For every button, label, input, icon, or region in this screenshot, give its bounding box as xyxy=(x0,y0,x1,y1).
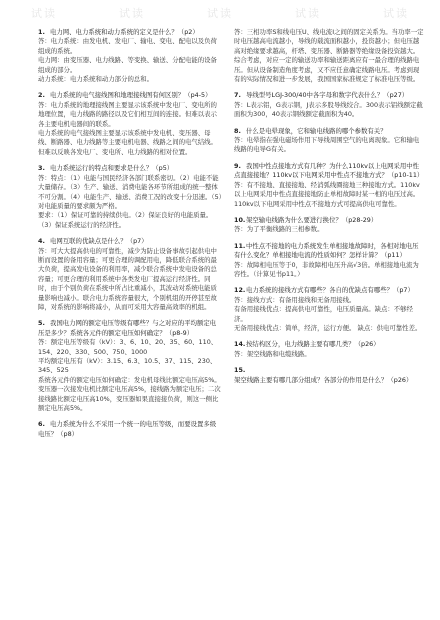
answer-paragraph: 答：特点：（1）电能与国民经济各部门联系密切。（2）电能不能大量储存。（3）生产、输送、消费电能各环节所组成的统一整体不可分割。（4）电能生产、输送、消费工况的改变十分迅速。（5）对电能质量的要求颇为严格。 xyxy=(38,173,222,210)
question-number: 5. xyxy=(38,319,45,328)
answer-paragraph: 答：架空线路和电缆线路。 xyxy=(234,349,311,358)
question-text: 电力系统的电气接线图和地理接线图有何区别？（p4-5） xyxy=(50,91,212,100)
answer-paragraph: 有备用接线优点：提高供电可靠性，电压质量高。缺点：不够经济。 xyxy=(234,305,413,323)
qa-item xyxy=(234,162,424,209)
question-line xyxy=(234,216,424,225)
question-number: 6. xyxy=(38,420,45,429)
question-line xyxy=(234,91,424,100)
answer-paragraph: 答：接线方式：有备用接线和无备用接线。 xyxy=(234,295,356,304)
qa-item xyxy=(234,340,424,359)
question-line xyxy=(38,91,222,100)
answer-paragraph: 答：有不接地、直接接地、经消弧线圈接地三种接地方式。110kv以上电网采用中性点直接接地防止单相故障时某一相的电压过高。110kv以下电网采用中性点不接地方式可提高供电可靠性。 xyxy=(234,180,420,208)
watermark-band xyxy=(0,4,440,22)
answer-paragraph: 答：L表示铝，G表示钢，J表示多股导线绞合。300表示铝线额定截面积为300，40表示钢线额定截面积为40。 xyxy=(234,100,423,119)
question-number: 7. xyxy=(234,91,241,100)
watermark-text: 试读 xyxy=(207,7,233,20)
question-number: 14. xyxy=(234,340,246,349)
question-number: 4. xyxy=(38,237,45,246)
qa-item xyxy=(234,366,424,385)
qa-item xyxy=(234,91,424,119)
question-number: 1. xyxy=(38,28,45,36)
answer-paragraph: 要求：（1）保证可靠的持续供电。（2）保证良好的电能质量。（3）保证系统运行的经济性。 xyxy=(38,211,213,229)
question-text: 按结构区分，电力线路主要有哪几类？（p26） xyxy=(246,340,380,349)
question-number: 2. xyxy=(38,91,45,100)
question-number: 8. xyxy=(234,126,241,135)
question-text: 架空输电线路为什么要进行换位？（p28-29） xyxy=(246,215,378,224)
question-text: 我国中性点接地方式有几种？为什么110kv以上电网采用中性点直接接地？110kv以下电网采用中性点不接地方式？（p10-11） xyxy=(234,161,424,180)
question-text: 什么是电晕现象，它和输电线路的哪个参数有关？ xyxy=(246,126,387,135)
question-number: 15. xyxy=(234,366,246,375)
answer-paragraph: 答：电晕指在强电磁场作用下导线周围空气的电离现象。它和输电线路的电导G有关。 xyxy=(234,136,420,154)
question-text: 导线型号LGJ-300/40中各字母和数字代表什么？（p27） xyxy=(246,91,409,100)
question-number: 12. xyxy=(234,286,246,295)
answer-paragraph: 动力系统：电力系统和动力部分的总和。 xyxy=(38,75,154,84)
question-text: 电力系统为什么不采用一个统一的电压等级，而要设置多级电压？（p8） xyxy=(38,420,217,438)
question-line xyxy=(234,286,424,295)
question-line xyxy=(234,162,424,181)
qa-item xyxy=(234,286,424,333)
qa-item xyxy=(38,237,222,312)
question-line xyxy=(38,28,222,37)
answer-paragraph: 答：额定电压等级有（kV）：3、6、10、20、35、60、110、154、220、330、500、750、1000 xyxy=(38,338,218,356)
qa-item xyxy=(234,127,424,155)
question-text: 中性点不接地的电力系统发生单相接地故障时，各相对地电压有什么变化？单相接地电流的性质如何？怎样计算？（p11） xyxy=(234,241,419,260)
answer-paragraph: 电力网：由变压器、电力线路、等变换、输送、分配电能的设备组成的部分。 xyxy=(38,56,217,74)
question-text: 我国电力网的额定电压等级有哪些？与之对应的平均额定电压是多少？系统各元件的额定电压如何确定？（p8-9） xyxy=(38,319,217,337)
question-line xyxy=(38,237,222,246)
qa-item xyxy=(234,216,424,235)
watermark-text: 试读 xyxy=(119,7,145,20)
question-text: 电力系统运行的特点和要求是什么？（p5） xyxy=(50,164,174,173)
answer-paragraph: 答：电力系统的地理接线图主要显示该系统中发电厂、变电所的地理位置，电力线路的路径以及它们相互间的连接。但难以表示各主要电机电器间的联系。 xyxy=(38,100,217,128)
watermark-text: 试读 xyxy=(383,7,409,20)
question-line xyxy=(38,319,222,338)
question-line xyxy=(234,340,424,349)
question-number: 11. xyxy=(234,241,246,250)
answer-paragraph: 答：可大大提高供电的可靠性，减少为防止设备事故引起供电中断而设置的备用容量；可更合理的调配用电，降低联合系统的最大负荷，提高发电设备的利用率，减少联合系统中发电设备的总容量；可更合理的利用系统中各类发电厂提高运行经济性。同时，由于个别负荷在系统中所占比重减小，其波动对系统电能质量影响也减小。联合电力系统容量很大，个别机组的开停甚至故障，对系统的影响将减小，从而可采用大容量高效率的机组。 xyxy=(38,246,217,311)
question-text: 电网互联的优缺点是什么？（p7） xyxy=(50,237,148,246)
answer-paragraph: 平均额定电压有（kV）：3.15、6.3、10.5、37、115、230、345、525 xyxy=(38,357,217,375)
answer-paragraph: 答：故障相电压等于0，非故障相电压升高√3倍。单相接地电流为容性。（计算见书p11。） xyxy=(234,260,419,278)
qa-item xyxy=(38,91,222,157)
question-line xyxy=(234,127,424,136)
question-number: 9. xyxy=(234,161,241,170)
answer-paragraph: 无备用接线优点：简单，经济，运行方便。 缺点：供电可靠性差。 xyxy=(234,323,422,332)
right-column xyxy=(234,28,424,392)
question-number: 10. xyxy=(234,215,246,224)
question-text: 架空线路主要有哪几部分组成？各部分的作用是什么？（p26） xyxy=(234,375,413,384)
watermark-text: 试读 xyxy=(31,7,57,20)
answer-paragraph: 答：三相功率S和线电压U、线电流I之间的固定关系为。当功率一定时电压越高电流越小，导线的载流面积越小，投资越小；但电压越高对绝缘要求越高，杆塔、变压器、断路器等绝缘设备投资越大。综合考虑，对应一定的输送功率和输送距离应有一最合理的线路电压。但从设备制造角度考虑，又不应任意确定线路电压。考虑到现有的实际情况和进一步发展，我国国家标准规定了标准电压等级。 xyxy=(234,28,424,84)
answer-paragraph: 答：为了平衡线路的三相参数。 xyxy=(234,225,324,234)
question-line xyxy=(234,242,424,261)
answer-paragraph: 系统各元件的额定电压如何确定：发电机母线比额定电压高5%。变压器一次接发电机比额定电压高5%，接线路为额定电压；二次接线路比额定电压高10%，变压器如果直接接负荷，则这一侧比额定电压高5%。 xyxy=(38,375,221,413)
left-column xyxy=(38,28,222,446)
question-text: 电力系统的接线方式有哪些？各自的优缺点有哪些？（p7） xyxy=(246,286,414,295)
question-line xyxy=(38,164,222,173)
watermark-text: 试读 xyxy=(295,7,321,20)
answer-paragraph: 答：电力系统：由发电机、发电厂、输电、变电、配电以及负荷组成的系统。 xyxy=(38,37,217,55)
question-line xyxy=(234,366,424,385)
question-text: 电力网、电力系统和动力系统的定义是什么？（p2） xyxy=(50,28,199,36)
question-number: 3. xyxy=(38,164,45,173)
answer-paragraph: 电力系统的电气接线图主要显示该系统中发电机、变压器、母线、断路器、电力线路等主要电机电器、线路之间的电气结线。但难以反映各发电厂、变电所、电力线路的相对位置。 xyxy=(38,129,217,156)
qa-item xyxy=(234,242,424,280)
qa-item xyxy=(38,319,222,413)
qa-item xyxy=(38,164,222,230)
question-line xyxy=(38,420,222,439)
qa-item xyxy=(38,420,222,439)
qa-item xyxy=(234,28,424,84)
qa-item xyxy=(38,28,222,84)
